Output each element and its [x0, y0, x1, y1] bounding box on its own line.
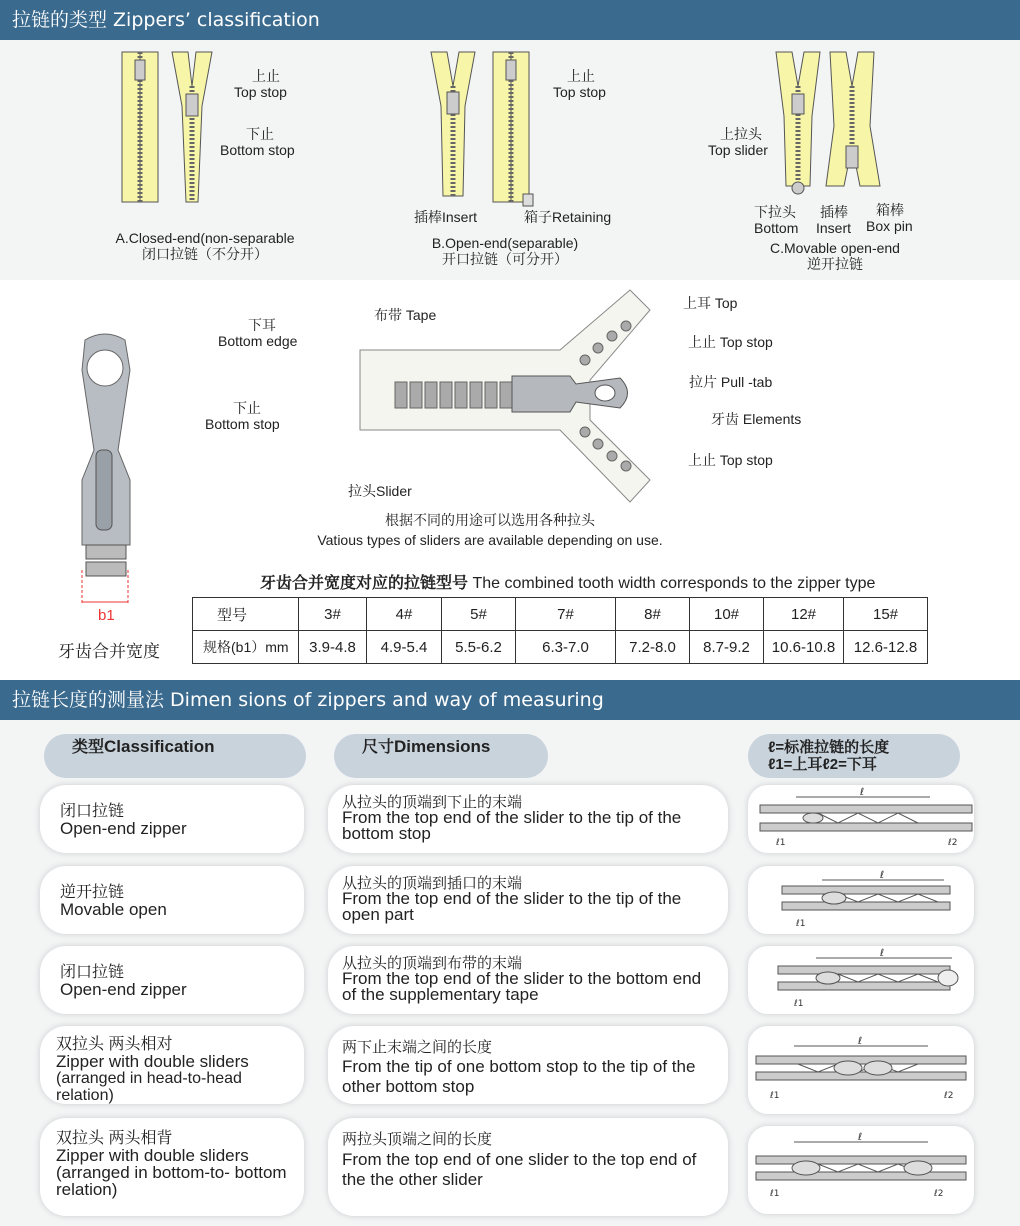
l1-label: ℓ1 [770, 1189, 780, 1199]
label-tape: 布带 Tape [374, 307, 437, 323]
table-title: 牙齿合并宽度对应的拉链型号 The combined tooth width corresponds to the zipper type [260, 575, 876, 592]
b1-label: b1 [98, 607, 115, 624]
table-header-type: 型号 [193, 598, 299, 631]
table-cell: 5# [442, 598, 516, 631]
measure-diagram-closed-end [748, 785, 974, 853]
label-top-edge: 上耳 Top [683, 295, 738, 311]
measure-diagram-bottom-to-bottom [748, 1126, 974, 1214]
l2-label: ℓ2 [944, 1091, 954, 1101]
label-top-stop-upper: 上止 Top stop [688, 334, 773, 350]
l2-label: ℓ2 [934, 1189, 944, 1199]
table-cell: 8# [616, 598, 690, 631]
measure-diagram-card [748, 785, 974, 853]
table-cell: 12.6-12.8 [844, 631, 928, 664]
classification-card: 双拉头 两头相对 Zipper with double sliders (arranged in head-to-head relation) [40, 1026, 304, 1104]
table-cell: 4# [367, 598, 442, 631]
caption-movable-open-end: C.Movable open-end 逆开拉链 [770, 240, 900, 272]
table-cell: 5.5-6.2 [442, 631, 516, 664]
dimension-card: 两拉头顶端之间的长度 From the top end of one slider to the top end of the the other slider [328, 1118, 728, 1216]
label-elements: 牙齿 Elements [711, 411, 802, 427]
table-cell: 8.7-9.2 [690, 631, 764, 664]
closed-end-zipper-figure [110, 46, 230, 206]
label-a-top-stop: 上止 Top stop [234, 68, 287, 100]
label-b-retaining: 箱子Retaining [524, 209, 612, 225]
length-label: ℓ [858, 1036, 863, 1047]
measure-diagram-card [748, 1126, 974, 1214]
measure-diagram-card [748, 946, 974, 1014]
label-b-insert: 插棒Insert [414, 209, 478, 225]
table-cell: 10# [690, 598, 764, 631]
table-cell: 3.9-4.8 [299, 631, 367, 664]
label-bottom-edge: 下耳 Bottom edge [218, 317, 298, 349]
dimension-card: 从拉头的顶端到布带的末端 From the top end of the slider to the bottom end of the supplementary tape [328, 946, 728, 1014]
l2-label: ℓ2 [948, 838, 958, 848]
label-b-top-stop: 上止 Top stop [553, 68, 606, 100]
classification-card: 双拉头 两头相背 Zipper with double sliders (arranged in bottom-to- bottom relation) [40, 1118, 304, 1216]
label-bottom-stop: 下止 Bottom stop [205, 400, 280, 432]
label-c-insert: 插棒 Insert [816, 204, 852, 236]
movable-open-end-zipper-figure [770, 46, 890, 196]
section-banner-measuring: 拉链长度的测量法 Dimen sions of zippers and way of measuring [0, 680, 1020, 720]
header-classification: 类型Classification [44, 734, 306, 778]
table-header-spec: 规格(b1）mm [193, 631, 299, 664]
header-legend: ℓ=标准拉链的长度ℓ1=上耳ℓ2=下耳 [748, 734, 960, 778]
caption-open-end: B.Open-end(separable) 开口拉链（可分开） [431, 235, 579, 267]
table-cell: 3# [299, 598, 367, 631]
l1-label: ℓ1 [796, 919, 806, 929]
classification-card: 闭口拉链 Open-end zipper [40, 785, 304, 853]
label-c-box-pin: 箱棒 Box pin [866, 202, 913, 234]
measure-diagram-movable [748, 866, 974, 934]
zipper-size-table [192, 597, 928, 664]
table-cell: 7.2-8.0 [616, 631, 690, 664]
measure-diagram-tape-end [748, 946, 974, 1014]
length-label: ℓ [880, 870, 885, 881]
table-cell: 6.3-7.0 [516, 631, 616, 664]
label-c-top-slider: 上拉头 Top slider [708, 126, 768, 158]
l1-label: ℓ1 [776, 838, 786, 848]
length-label: ℓ [858, 1132, 863, 1143]
dimension-card: 从拉头的顶端到插口的末端 From the top end of the slider to the tip of the open part [328, 866, 728, 934]
l1-label: ℓ1 [794, 999, 804, 1009]
table-cell: 10.6-10.8 [764, 631, 844, 664]
measure-diagram-card [748, 1026, 974, 1114]
tooth-width-caption: 牙齿合并宽度 [58, 642, 160, 661]
table-row [193, 598, 928, 631]
table-cell: 7# [516, 598, 616, 631]
measure-diagram-head-to-head [748, 1026, 974, 1114]
measure-diagram-card [748, 866, 974, 934]
section-banner-classification: 拉链的类型 Zippers’ classification [0, 0, 1020, 40]
classification-card: 闭口拉链 Open-end zipper [40, 946, 304, 1014]
length-label: ℓ [860, 787, 865, 798]
classification-card: 逆开拉链 Movable open [40, 866, 304, 934]
label-top-stop-lower: 上止 Top stop [688, 452, 773, 468]
slider-note: 根据不同的用途可以选用各种拉头 Vatious types of sliders are available depending on use. [317, 512, 663, 548]
label-a-bottom-stop: 下止 Bottom stop [220, 126, 295, 158]
dimension-card: 两下止末端之间的长度 From the tip of one bottom stop to the tip of the other bottom stop [328, 1026, 728, 1104]
table-cell: 12# [764, 598, 844, 631]
label-pull-tab: 拉片 Pull -tab [689, 374, 773, 390]
length-label: ℓ [880, 948, 885, 959]
dimension-card: 从拉头的顶端到下止的末端 From the top end of the slider to the tip of the bottom stop [328, 785, 728, 853]
table-row [193, 631, 928, 664]
table-cell: 15# [844, 598, 928, 631]
header-dimensions: 尺寸Dimensions [334, 734, 548, 778]
label-slider: 拉头Slider [348, 483, 412, 499]
label-c-bottom: 下拉头 Bottom [754, 204, 799, 236]
table-cell: 4.9-5.4 [367, 631, 442, 664]
caption-closed-end: A.Closed-end(non-separable 闭口拉链（不分开） [115, 230, 295, 262]
slider-closeup-figure [60, 330, 150, 620]
open-end-zipper-figure [425, 46, 555, 211]
l1-label: ℓ1 [770, 1091, 780, 1101]
